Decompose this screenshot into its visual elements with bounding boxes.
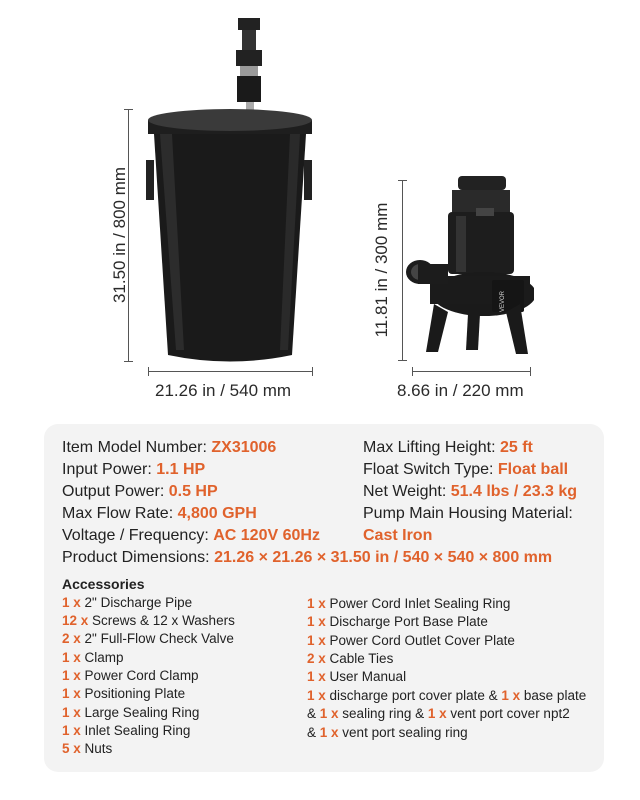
accessory-text: vent port cover npt2	[446, 706, 570, 721]
basin-height-label: 31.50 in / 800 mm	[110, 166, 129, 304]
accessory-prefix: &	[307, 706, 320, 721]
accessory-qty: 5 x	[62, 741, 81, 756]
accessory-qty: 1 x	[501, 688, 521, 703]
accessory-item	[62, 705, 199, 720]
spec-max-flow	[62, 505, 257, 523]
spec-max-flow-value: 4,800 GPH	[177, 505, 257, 522]
spec-float-switch-value: Float ball	[497, 461, 569, 478]
basin-width-line	[148, 371, 312, 372]
spec-item-model	[62, 439, 276, 457]
pump-width-tick-right	[530, 367, 531, 376]
pump-width-line	[412, 371, 530, 372]
spec-output-power	[62, 483, 218, 501]
basin-height-tick-bottom	[124, 361, 133, 362]
accessory-text: Power Cord Inlet Sealing Ring	[325, 596, 511, 611]
accessory-text: Power Cord Clamp	[80, 668, 199, 683]
spec-voltage-label: Voltage / Frequency:	[62, 527, 209, 544]
basin-width-label: 21.26 in / 540 mm	[155, 381, 292, 400]
accessory-item	[307, 614, 488, 629]
pump-width-label: 8.66 in / 220 mm	[397, 381, 524, 400]
accessories-title: Accessories	[62, 576, 145, 592]
accessory-text: Positioning Plate	[80, 686, 186, 701]
accessory-qty: 1 x	[62, 705, 81, 720]
spec-housing-material-value: Cast Iron	[363, 527, 433, 544]
accessory-qty: 1 x	[307, 614, 326, 629]
accessory-item	[62, 631, 234, 646]
accessory-qty: 1 x	[427, 706, 447, 721]
accessory-item	[62, 723, 190, 738]
accessory-item-combined-3	[307, 725, 468, 740]
spec-voltage-value: AC 120V 60Hz	[213, 527, 320, 544]
spec-output-power-label: Output Power:	[62, 483, 165, 500]
basin-width-tick-right	[312, 367, 313, 376]
spec-item-model-label: Item Model Number:	[62, 439, 207, 456]
spec-max-flow-label: Max Flow Rate:	[62, 505, 174, 522]
accessory-item	[62, 613, 235, 628]
spec-item-model-value: ZX31006	[211, 439, 277, 456]
accessory-text: Discharge Port Base Plate	[325, 614, 488, 629]
accessory-qty: 1 x	[62, 686, 81, 701]
pump-height-line	[402, 180, 403, 360]
spec-net-weight-value: 51.4 lbs / 23.3 kg	[450, 483, 578, 500]
accessory-text: sealing ring &	[338, 706, 428, 721]
spec-float-switch	[363, 461, 568, 479]
sewage-pump-image	[404, 172, 534, 362]
accessory-item	[62, 650, 124, 665]
accessory-text: Inlet Sealing Ring	[80, 723, 191, 738]
accessory-qty: 1 x	[319, 706, 339, 721]
pump-brand-logo: VEVOR	[500, 290, 506, 312]
accessory-item	[307, 669, 406, 684]
accessory-text: Nuts	[80, 741, 113, 756]
accessory-item-combined-1	[307, 688, 586, 703]
accessory-qty: 2 x	[62, 631, 81, 646]
spec-input-power-label: Input Power:	[62, 461, 152, 478]
accessory-text: Cable Ties	[325, 651, 394, 666]
accessory-item	[62, 686, 185, 701]
spec-input-power	[62, 461, 205, 479]
accessory-qty: 1 x	[62, 723, 81, 738]
accessory-text: vent port sealing ring	[338, 725, 468, 740]
accessory-qty: 1 x	[62, 668, 81, 683]
accessory-qty: 12 x	[62, 613, 89, 628]
pump-height-label: 11.81 in / 300 mm	[372, 202, 391, 338]
accessory-text: base plate	[520, 688, 587, 703]
accessory-item	[62, 595, 192, 610]
accessory-text: discharge port cover plate &	[325, 688, 502, 703]
accessory-text: Screws & 12 x Washers	[88, 613, 235, 628]
accessory-item	[62, 741, 112, 756]
accessory-qty: 2 x	[307, 651, 326, 666]
accessory-qty: 1 x	[307, 688, 326, 703]
accessory-qty: 1 x	[62, 650, 81, 665]
spec-product-dimensions-label: Product Dimensions:	[62, 549, 210, 566]
accessory-qty: 1 x	[62, 595, 81, 610]
accessory-text: 2" Full-Flow Check Valve	[80, 631, 234, 646]
accessory-text: Power Cord Outlet Cover Plate	[325, 633, 515, 648]
spec-product-dimensions	[62, 549, 552, 567]
spec-voltage	[62, 527, 320, 545]
spec-float-switch-label: Float Switch Type:	[363, 461, 494, 478]
accessory-item	[307, 596, 510, 611]
accessory-item	[62, 668, 199, 683]
spec-max-lift-label: Max Lifting Height:	[363, 439, 496, 456]
spec-housing-material-label: Pump Main Housing Material:	[363, 505, 573, 522]
spec-net-weight	[363, 483, 577, 501]
spec-input-power-value: 1.1 HP	[156, 461, 206, 478]
spec-output-power-value: 0.5 HP	[168, 483, 218, 500]
accessory-item	[307, 651, 393, 666]
accessory-item	[307, 633, 515, 648]
accessory-qty: 1 x	[307, 633, 326, 648]
sump-basin-image	[140, 10, 330, 370]
spec-net-weight-label: Net Weight:	[363, 483, 447, 500]
accessory-qty: 1 x	[307, 596, 326, 611]
accessory-text: Clamp	[80, 650, 124, 665]
accessory-text: Large Sealing Ring	[80, 705, 200, 720]
accessory-qty: 1 x	[319, 725, 339, 740]
accessory-text: User Manual	[325, 669, 407, 684]
accessory-text: 2" Discharge Pipe	[80, 595, 193, 610]
accessory-prefix: &	[307, 725, 320, 740]
spec-max-lift	[363, 439, 533, 457]
accessory-item-combined-2	[307, 706, 570, 721]
accessory-qty: 1 x	[307, 669, 326, 684]
spec-product-dimensions-value: 21.26 × 21.26 × 31.50 in / 540 × 540 × 800 mm	[214, 549, 553, 566]
spec-max-lift-value: 25 ft	[499, 439, 533, 456]
